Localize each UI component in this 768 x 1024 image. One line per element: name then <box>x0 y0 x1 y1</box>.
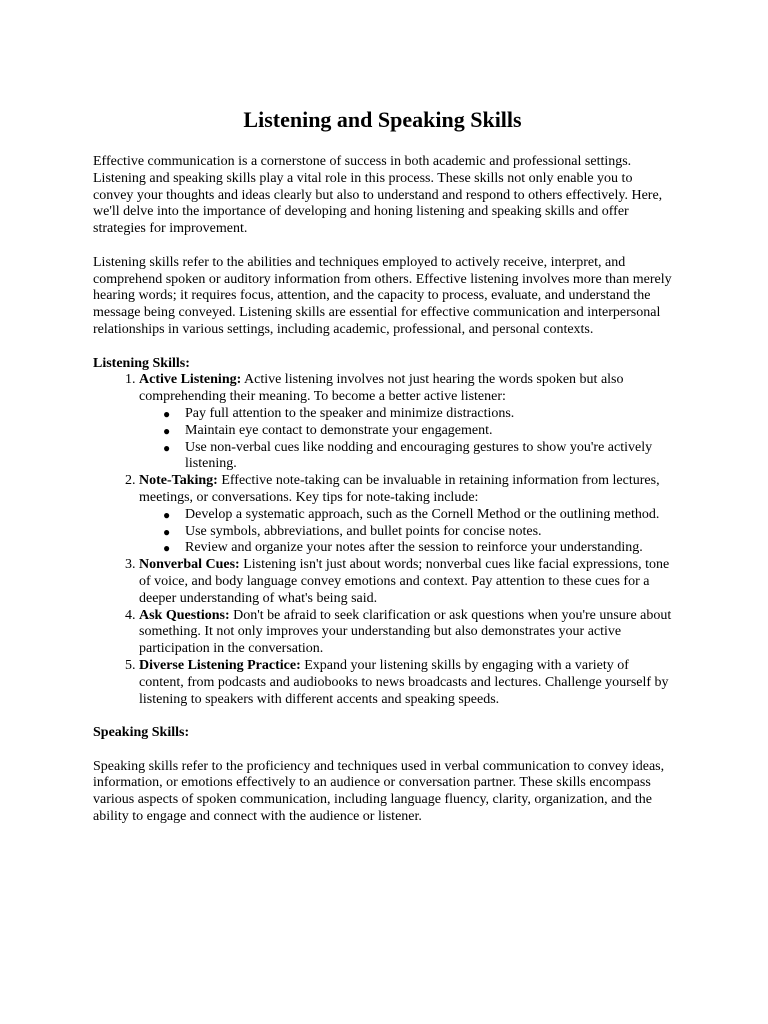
list-item-term: Diverse Listening Practice: <box>139 657 301 673</box>
list-item-text: Expand your listening skills by engaging with a variety of content, from podcasts and audiobooks to news broadcasts and lectures. Challenge yourself by listening to speakers with different accents and speaking speeds. <box>139 657 669 707</box>
bullet-item <box>163 405 672 423</box>
list-item-text: Effective note-taking can be invaluable in retaining information from lectures, meetings, or conversations. Key tips for note-taking include: <box>139 473 660 505</box>
bullet-text: Maintain eye contact to demonstrate your engagement. <box>185 422 493 438</box>
bullet-text: Develop a systematic approach, such as the Cornell Method or the outlining method. <box>185 506 660 522</box>
list-item-active-listening <box>139 372 672 473</box>
intro-paragraph-1: Effective communication is a cornerstone of success in both academic and professional settings. Listening and speaking skills play a vital role in this process. These skills not only enable you to convey your thoughts and ideas clearly but also to understand and respond to others effectively. Here, we'll delve into the importance of developing and honing listening and speaking skills and offer strategies for improvement. <box>93 154 663 237</box>
list-item-term: Note-Taking: <box>139 473 218 489</box>
bullet-item <box>163 540 672 557</box>
list-item-term: Nonverbal Cues: <box>139 557 240 573</box>
list-item-note-taking <box>139 473 672 557</box>
list-item-diverse-listening <box>139 658 672 708</box>
page-title: Listening and Speaking Skills <box>243 107 522 132</box>
list-item-text: Don't be afraid to seek clarification or ask questions when you're unsure about something. It not only improves your understanding but also demonstrates your active participation in the conversation. <box>139 607 672 657</box>
bullet-text: Review and organize your notes after the session to reinforce your understanding. <box>185 540 643 556</box>
bullet-icon: ● <box>163 423 171 438</box>
bullet-item <box>163 439 672 474</box>
listening-skills-list <box>93 372 672 708</box>
bullet-icon: ● <box>163 524 171 539</box>
active-listening-bullets <box>139 406 672 473</box>
bullet-item <box>163 506 672 524</box>
list-item-term: Ask Questions: <box>139 607 230 623</box>
list-item-ask-questions <box>139 608 672 658</box>
list-item-nonverbal-cues <box>139 557 672 607</box>
bullet-item <box>163 523 672 541</box>
intro-paragraph-2: Listening skills refer to the abilities and techniques employed to actively receive, interpret, and comprehend spoken or auditory information from others. Effective listening involves more than merely hearing words; it requires focus, attention, and the capacity to process, evaluate, and understand the message being conveyed. Listening skills are essential for effective communication and interpersonal relationships in various settings, including academic, professional, and personal contexts. <box>93 254 672 337</box>
listening-skills-heading: Listening Skills: <box>93 355 190 371</box>
bullet-text: Use non-verbal cues like nodding and encouraging gestures to show you're actively listening. <box>185 439 653 472</box>
note-taking-bullets <box>139 507 672 557</box>
bullet-item <box>163 422 672 440</box>
bullet-icon: ● <box>163 541 171 556</box>
bullet-text: Pay full attention to the speaker and minimize distractions. <box>185 405 515 421</box>
bullet-icon: ● <box>163 406 171 421</box>
list-item-term: Active Listening: <box>139 372 242 388</box>
bullet-text: Use symbols, abbreviations, and bullet points for concise notes. <box>185 523 542 539</box>
list-item-text: Active listening involves not just hearing the words spoken but also comprehending their meaning. To become a better active listener: <box>139 372 624 405</box>
speaking-paragraph: Speaking skills refer to the proficiency and techniques used in verbal communication to convey ideas, information, or emotions effectively to an audience or conversation partner. These skills encompass various aspects of spoken communication, including language fluency, clarity, organization, and the ability to engage and connect with the audience or listener. <box>93 758 665 825</box>
speaking-skills-heading: Speaking Skills: <box>93 725 190 741</box>
bullet-icon: ● <box>163 440 171 455</box>
bullet-icon: ● <box>163 507 171 522</box>
list-item-text: Listening isn't just about words; nonverbal cues like facial expressions, tone of voice, and body language convey emotions and context. Pay attention to these cues for a deeper understanding of what's being said. <box>139 557 670 606</box>
